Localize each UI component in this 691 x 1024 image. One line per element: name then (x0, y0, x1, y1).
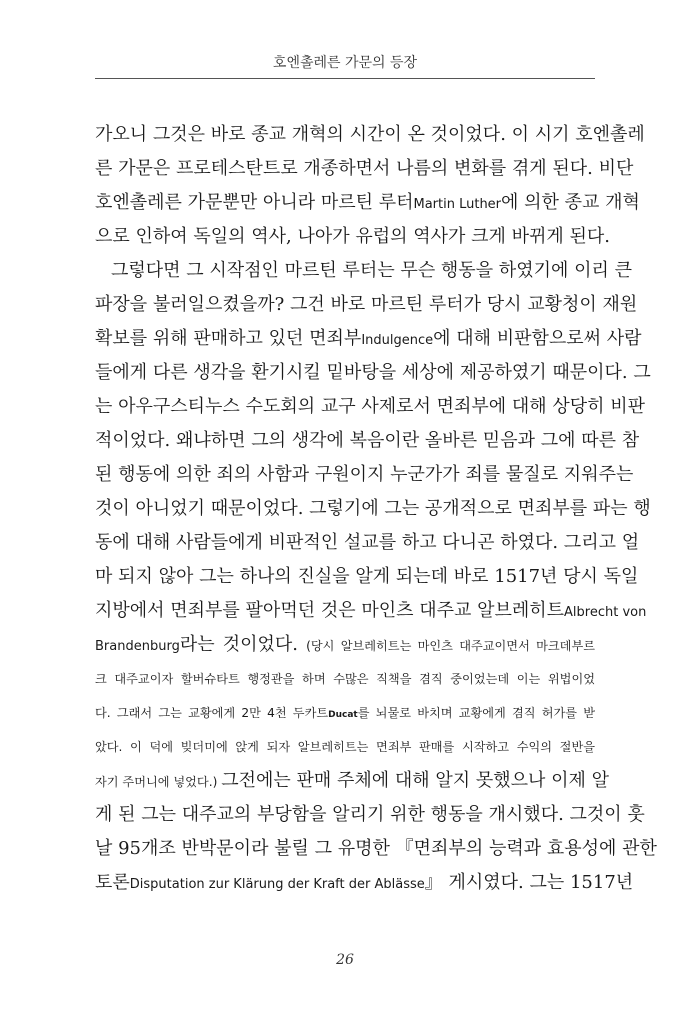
text-run: 호엔촐레른 가문뿐만 아니라 마르틴 루터 (95, 192, 414, 213)
text-run: 지방에서 면죄부를 팔아먹던 것은 마인츠 대주교 알브레히트 (95, 600, 565, 621)
text-line: 적이었다. 왜냐하면 그의 생각에 복음이란 올바른 믿음과 그에 따른 참 (95, 430, 640, 451)
latin-term: Indulgence (361, 333, 434, 348)
text-run: 토론 (95, 872, 130, 893)
latin-term: Brandenburg (95, 639, 180, 654)
text-line: 그렇다면 그 시작점인 마르틴 루터는 무슨 행동을 하였기에 이리 큰 (111, 260, 632, 281)
header-rule (95, 78, 595, 79)
text-run: 라는 것이었다. (179, 634, 307, 655)
text-line: 된 행동에 의한 죄의 사함과 구원이지 누군가가 죄를 물질로 지워주는 (95, 464, 634, 485)
text-line (95, 866, 634, 900)
text-line (95, 594, 647, 628)
text-run: 다. 그래서 그는 교황에게 2만 4천 두카트 (95, 706, 329, 720)
text-line: 가오니 그것은 바로 종교 개혁의 시간이 온 것이었다. 이 시기 호엔촐레 (95, 124, 645, 145)
text-run: 』 게시였다. 그는 1517년 (424, 872, 634, 893)
footnote-run: (당시 알브레히트는 마인츠 대주교이면서 마크데부르 (306, 639, 595, 653)
latin-term: Ducat (328, 710, 358, 720)
body-text (95, 118, 657, 900)
text-line (95, 322, 642, 356)
text-line (95, 764, 610, 798)
text-line: 날 95개조 반박문이라 불릴 그 유명한 『면죄부의 능력과 효용성에 관한 (95, 838, 657, 859)
text-line: 들에게 다른 생각을 환기시킬 밑바탕을 세상에 제공하였기 때문이다. 그 (95, 362, 651, 383)
text-line: 파장을 불러일으켰을까? 그건 바로 마르틴 루터가 당시 교황청이 재원 (95, 294, 638, 315)
text-line: 마 되지 않아 그는 하나의 진실을 알게 되는데 바로 1517년 당시 독일 (95, 566, 639, 587)
text-line: 으로 인하여 독일의 역사, 나아가 유럽의 역사가 크게 바뀌게 된다. (95, 226, 611, 247)
text-line: 른 가문은 프로테스탄트로 개종하면서 나름의 변화를 겪게 된다. 비단 (95, 158, 634, 179)
latin-term: Martin Luther (413, 197, 502, 212)
running-header: 호엔촐레른 가문의 등장 (272, 55, 418, 71)
text-run: 에 의한 종교 개혁 (501, 192, 640, 213)
text-line (95, 628, 595, 662)
footnote-line: 았다. 이 덕에 빚더미에 앉게 되자 알브레히트는 면죄부 판매를 시작하고 수익의 절반을 (95, 740, 595, 754)
footnote-line (95, 696, 595, 730)
text-run: 를 뇌물로 바치며 교황에게 겸직 허가를 받 (357, 706, 595, 720)
latin-term: Disputation zur Klärung der Kraft der Ablässe (129, 877, 425, 892)
page-number: 26 (336, 952, 354, 968)
text-line (95, 186, 640, 220)
footnote-run: 자기 주머니에 넣었다.) (95, 775, 222, 789)
text-run: 에 대해 비판함으로써 사람 (433, 328, 642, 349)
text-run: 그전에는 판매 주체에 대해 알지 못했으나 이제 알 (221, 770, 610, 791)
text-run: 확보를 위해 판매하고 있던 면죄부 (95, 328, 362, 349)
text-line: 는 아우구스티누스 수도회의 교구 사제로서 면죄부에 대해 상당히 비판 (95, 396, 646, 417)
text-line: 동에 대해 사람들에게 비판적인 설교를 하고 다니곤 하였다. 그리고 얼 (95, 532, 640, 553)
footnote-line: 크 대주교이자 할버슈타트 행정관을 하며 수많은 직책을 겸직 중이었는데 이는 위법이었 (95, 672, 595, 686)
text-line: 게 된 그는 대주교의 부당함을 알리기 위한 행동을 개시했다. 그것이 훗 (95, 804, 645, 825)
text-line: 것이 아니었기 때문이었다. 그렇기에 그는 공개적으로 면죄부를 파는 행 (95, 498, 651, 519)
latin-term: Albrecht von (564, 605, 647, 620)
